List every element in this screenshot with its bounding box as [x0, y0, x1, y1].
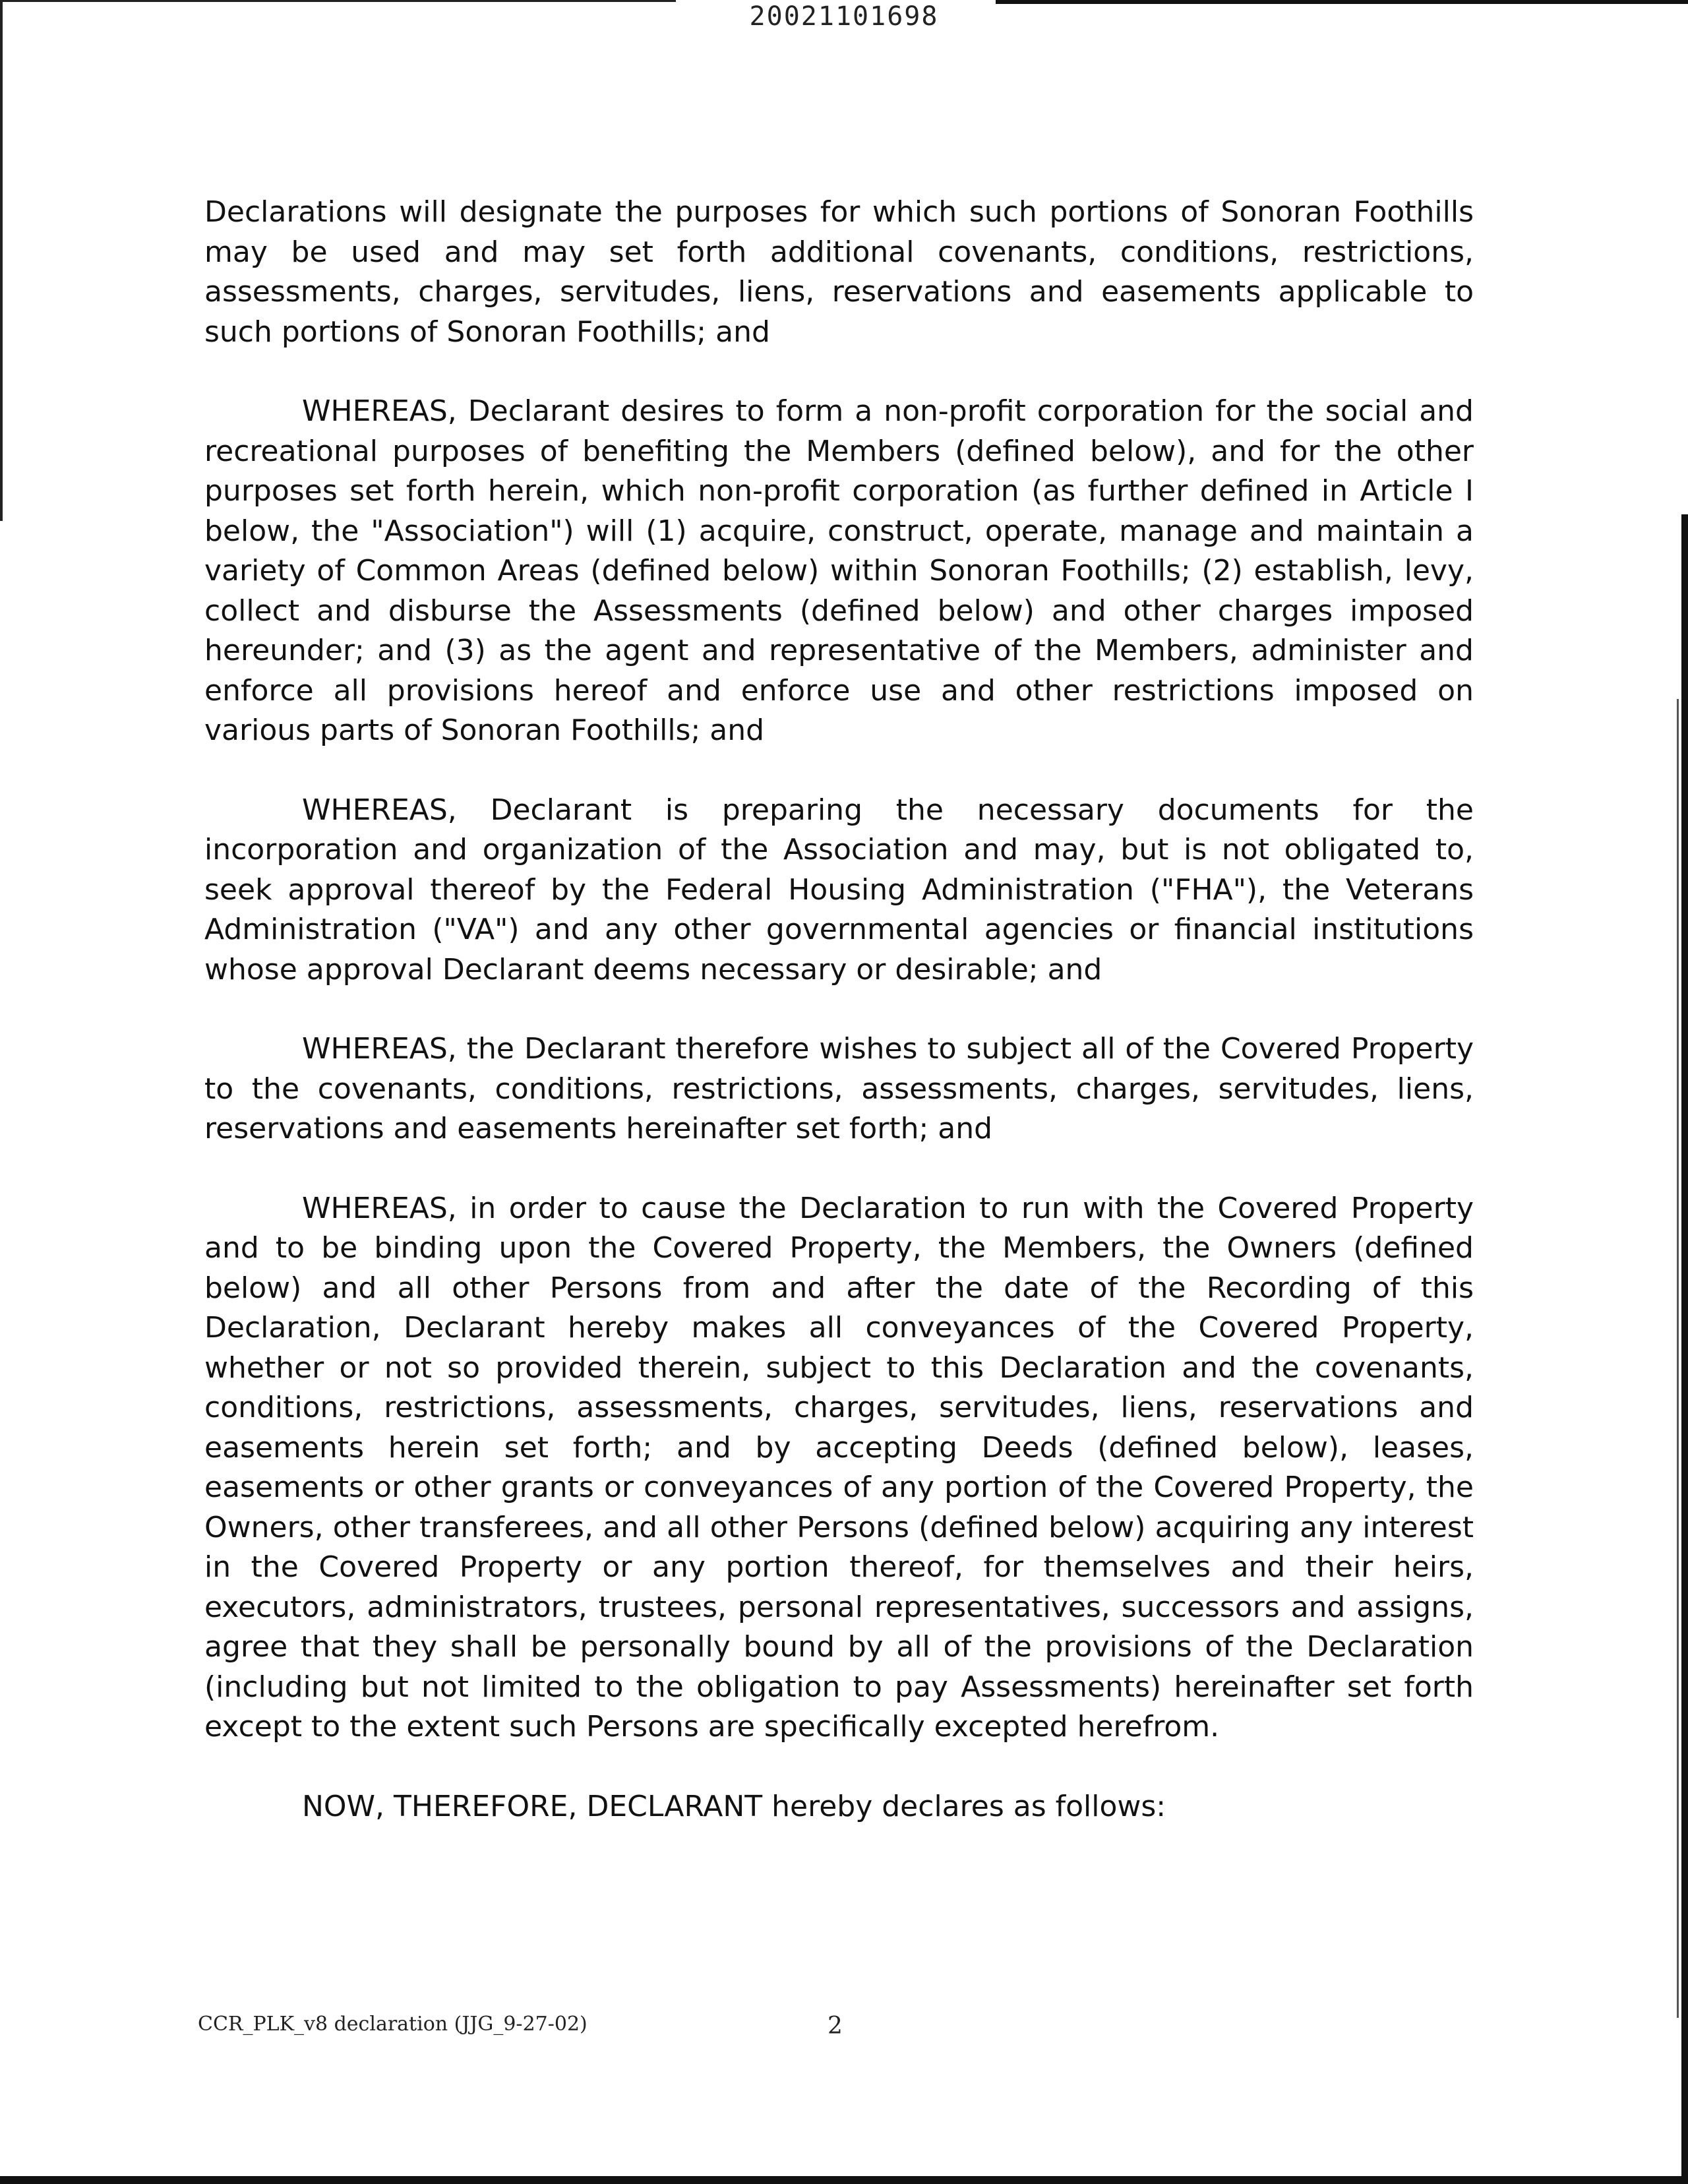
paragraph-whereas-subject: WHEREAS, the Declarant therefore wishes to subject all of the Covered Property to the covenants, conditions, restrictions, assessments, charges, servitudes, liens, reservations and easements hereinafter set forth; and — [204, 1032, 1474, 1145]
paragraph-whereas-incorporation: WHEREAS, Declarant is preparing the necessary documents for the incorporation and organization of the Association and may, but is not obligated to, seek approval thereof by the Federal Housing Administration ("FHA"), the Veterans Administration ("VA") and any other governmental agencies or financial institutions whose approval Declarant deems necessary or desirable; and — [204, 793, 1474, 986]
paragraph-declarations: Declarations will designate the purposes for which such portions of Sonoran Foothills may be used and may set forth additional covenants, conditions, restrictions, assessments, charges, servitudes, liens, reservations and easements applicable to such portions of Sonoran Foothills; and — [204, 195, 1474, 349]
paragraph-whereas-association: WHEREAS, Declarant desires to form a non-profit corporation for the social and recreational purposes of benefiting the Members (defined below), and for the other purposes set forth herein, which non-profit corporation (as further defined in Article I below, the "Association") will (1) acquire, construct, operate, manage and maintain a variety of Common Areas (defined below) within Sonoran Foothills; (2) establish, levy, collect and disburse the Assessments (defined below) and other charges imposed hereunder; and (3) as the agent and representative of the Members, administer and enforce all provisions hereof and enforce use and other restrictions imposed on various parts of Sonoran Foothills; and — [204, 394, 1474, 747]
paragraph-now-therefore: NOW, THEREFORE, DECLARANT hereby declares as follows: — [302, 1789, 1166, 1823]
document-body — [204, 193, 1474, 1866]
footer-page-number: 2 — [828, 2013, 843, 2040]
scan-edge-left — [0, 0, 3, 521]
document-number: 20021101698 — [749, 1, 939, 32]
paragraph-whereas-binding: WHEREAS, in order to cause the Declaration to run with the Covered Property and to be binding upon the Covered Property, the Members, the Owners (defined below) and all other Persons from and after the date of the Recording of this Declaration, Declarant hereby makes all conveyances of the Covered Property, whether or not so provided therein, subject to this Declaration and the covenants, conditions, restrictions, assessments, charges, servitudes, liens, reservations and easements herein set forth; and by accepting Deeds (defined below), leases, easements or other grants or conveyances of any portion of the Covered Property, the Owners, other transferees, and all other Persons (defined below) acquiring any interest in the Covered Property or any portion thereof, for themselves and their heirs, executors, administrators, trustees, personal representatives, successors and assigns, agree that they shall be personally bound by all of the provisions of the Declaration (including but not limited to the obligation to pay Assessments) hereinafter set forth except to the extent such Persons are specifically excepted herefrom. — [204, 1191, 1474, 1744]
scan-edge-right-inner — [1677, 699, 1679, 2018]
scan-edge-bottom — [0, 2176, 1688, 2184]
scan-edge-right — [1681, 514, 1688, 2184]
footer-file-label: CCR_PLK_v8 declaration (JJG_9-27-02) — [198, 2013, 588, 2036]
